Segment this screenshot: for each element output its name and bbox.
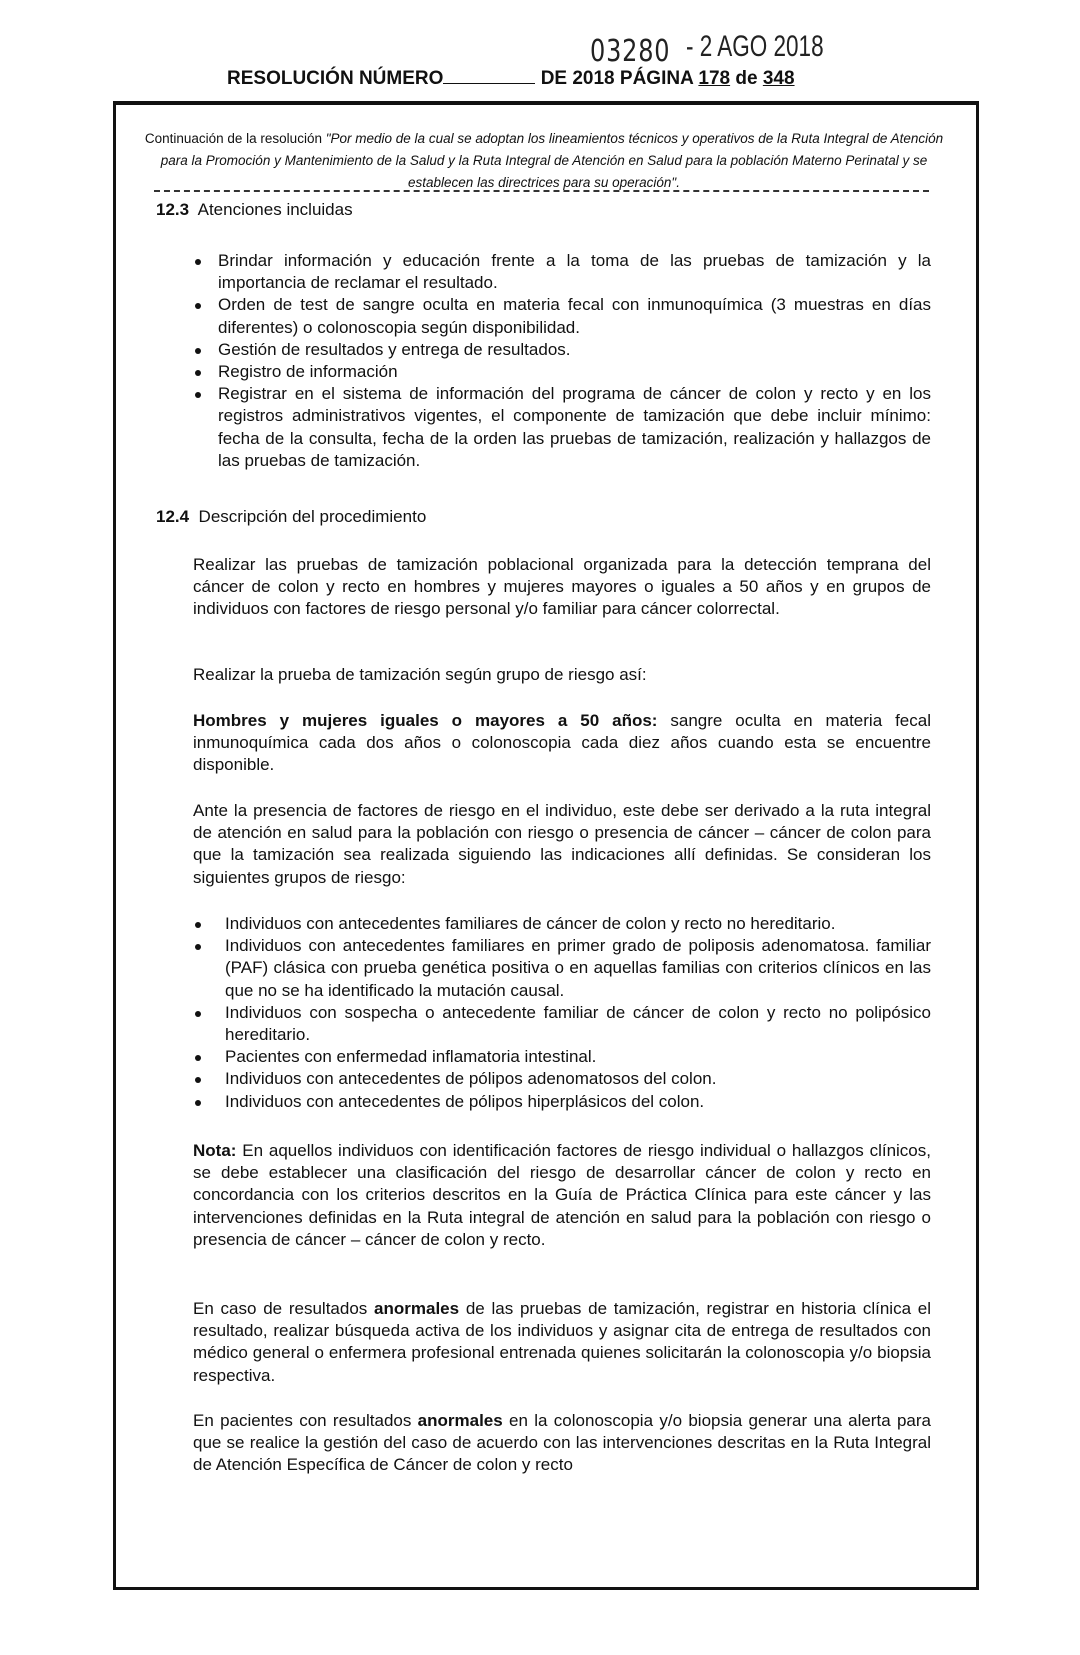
list-item [225,1091,931,1113]
paragraph-text: en la colonoscopia y/o biopsia generar una alerta para que se realice la gestión del caso de acuerdo con las intervenciones descritas en la Ruta Integral de Atención Específica de Cáncer de colon y recto [193,1411,931,1475]
paragraph-risk-intro: Realizar la prueba de tamización según grupo de riesgo así: [193,665,647,684]
number-blank [443,68,535,84]
bold-lead: Hombres y mujeres iguales o mayores a 50 años: [193,711,658,730]
list-item-text: Registrar en el sistema de información del programa de cáncer de colon y recto y en los registros administrativos vigentes, el componente de tamización que debe incluir mínimo: fecha de la consulta, fecha de la orden las pruebas de tamización, realización y hallazgos de las pruebas de tamización. [218,384,931,470]
bullet-icon [195,1100,201,1106]
paragraph-over-50 [193,710,931,777]
list-item-text: Registro de información [218,362,398,382]
paragraph-text: sangre oculta en materia fecal inmunoquímica cada dos años o colonoscopia cada diez años cuando esta se encuentre disponible. [193,711,931,775]
section-number: 12.3 [156,200,190,219]
paragraph-risk-factors: Ante la presencia de factores de riesgo en el individuo, este debe ser derivado a la ruta integral de atención en salud para la población con riesgo o presencia de cáncer – cáncer de colon para que la tamización sea realizada siguiendo las indicaciones allí definidas. Se consideran los siguientes grupos de riesgo: [193,801,931,887]
list-item [218,250,931,294]
list-item [225,935,931,1002]
list-item [218,339,931,361]
list-item-text: Individuos con antecedentes de pólipos hiperplásicos del colon. [225,1091,705,1111]
bullet-icon [195,922,201,928]
page-header [0,20,1080,90]
bullet-icon [195,1011,201,1017]
list-item-text: Individuos con antecedentes familiares en primer grado de poliposis adenomatosa. familiar (PAF) clásica con prueba genética positiva o en aquellas familias con criterios clínicos en las que no se ha identificado la mutación causal. [225,936,931,1000]
paragraph-abnormal-results [193,1298,931,1387]
title-mid: DE 2018 PÁGINA [540,68,694,89]
list-item [225,1068,931,1090]
section-heading-12-4 [156,507,426,527]
list-item-text: Brindar información y educación frente a la toma de las pruebas de tamización y la importancia de reclamar el resultado. [218,251,931,293]
bullet-icon [195,259,201,265]
note-label: Nota: [193,1141,237,1160]
section-title: Atenciones incluidas [197,200,353,219]
paragraph-screening: Realizar las pruebas de tamización poblacional organizada para la detección temprana del cáncer de colon y recto en hombres y mujeres mayores o iguales a 50 años y en grupos de individuos con factores de riesgo personal y/o familiar para cáncer colorrectal. [193,555,931,619]
bullet-icon [195,370,201,376]
date-stamp: - 2 AGO 2018 [686,30,824,63]
page-of: de [735,68,758,89]
list-item [225,913,931,935]
paragraph-note [193,1140,931,1251]
list-item [225,1002,931,1046]
included-care-list [218,250,931,472]
resolution-title [227,68,795,90]
dashed-divider [154,190,929,192]
title-prefix: RESOLUCIÓN NÚMERO [227,68,444,89]
list-item [218,383,931,472]
section-title: Descripción del procedimiento [198,507,427,526]
paragraph-text: En aquellos individuos con identificación factores de riesgo individual o hallazgos clínicos, se debe establecer una clasificación del riesgo de desarrollar cáncer de colon y recto en concordancia con los criterios descritos en la Guía de Práctica Clínica para este cáncer y las intervenciones definidas en la Ruta integral de atención en salud para la población con riesgo o presencia de cáncer – cáncer de colon y recto. [193,1141,931,1249]
paragraph-text: de las pruebas de tamización, registrar en historia clínica el resultado, realizar búsqueda activa de los individuos y asignar cita de entrega de resultados con médico general o enfermera profesional entrenada quienes solicitarán la colonoscopia y/o biopsia respectiva. [193,1299,931,1385]
section-heading-12-3 [156,200,353,220]
list-item-text: Individuos con antecedentes de pólipos adenomatosos del colon. [225,1069,717,1089]
section-number: 12.4 [156,507,190,526]
list-item-text: Individuos con antecedentes familiares de cáncer de colon y recto no hereditario. [225,914,836,933]
list-item-text: Orden de test de sangre oculta en materia fecal con inmunoquímica (3 muestras en días diferentes) o colonoscopia según disponibilidad. [218,295,931,337]
paragraph-abnormal-colonoscopy [193,1410,931,1477]
resolution-number-stamp: 03280 [590,34,671,69]
page-number: 178 [698,68,731,89]
paragraph-text: En pacientes con resultados [193,1411,418,1430]
risk-groups-list [225,913,931,1113]
list-item [218,294,931,338]
bullet-icon [195,348,201,354]
continuation-prefix: Continuación de la resolución [144,131,326,146]
list-item [218,361,931,383]
continuation-note [140,128,948,194]
bold-word: anormales [417,1411,503,1430]
paragraph-text: En caso de resultados [193,1299,375,1318]
list-item-text: Individuos con sospecha o antecedente familiar de cáncer de colon y recto no polipósico hereditario. [225,1002,931,1045]
continuation-quote: "Por medio de la cual se adoptan los lineamientos técnicos y operativos de la Ruta Integral de Atención para la Promoción y Mantenimiento de la Salud y la Ruta Integral de Atención en Salud para la población Materno Perinatal y se establecen las directrices para su operación". [160,131,944,190]
bold-word: anormales [374,1299,460,1318]
list-item-text: Gestión de resultados y entrega de resultados. [218,339,571,359]
total-pages: 348 [762,68,795,89]
list-item-text: Pacientes con enfermedad inflamatoria intestinal. [225,1047,597,1067]
list-item [225,1046,931,1068]
